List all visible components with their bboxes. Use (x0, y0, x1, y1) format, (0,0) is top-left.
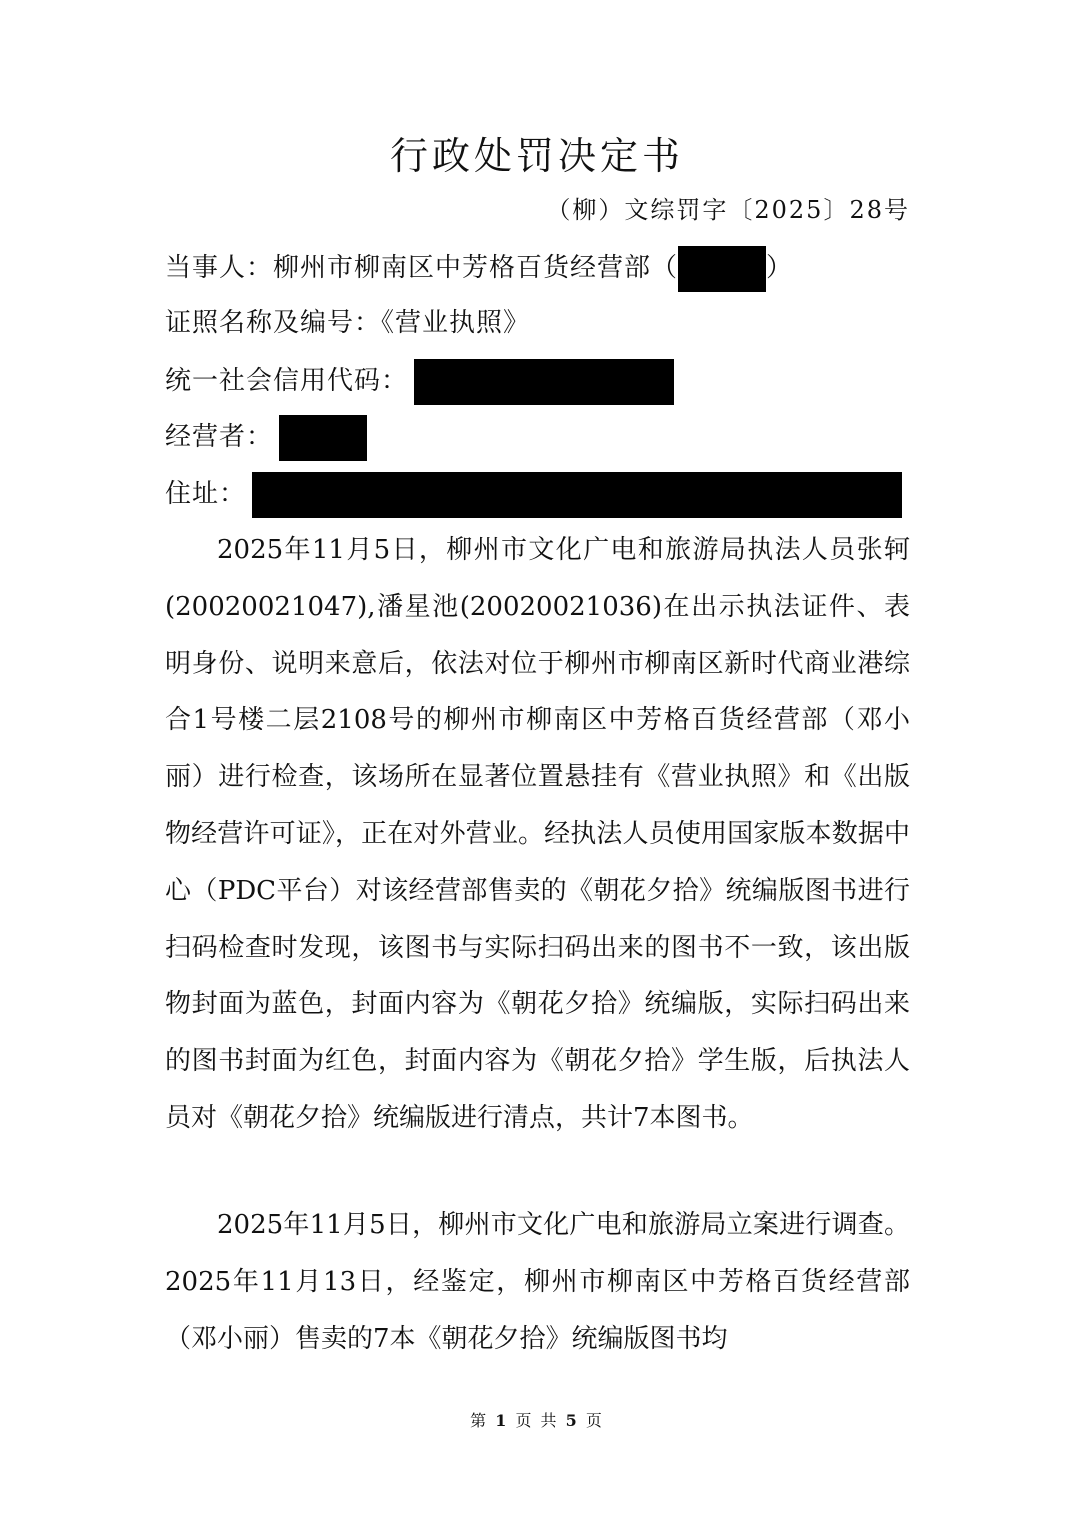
redaction-block (414, 359, 674, 405)
address-row (165, 472, 902, 518)
party-label: 当事人： (165, 253, 274, 283)
total-page-number: 5 (565, 1411, 579, 1430)
credit-code-label: 统一社会信用代码： (165, 366, 409, 396)
license-row (165, 303, 530, 343)
document-title: 行政处罚决定书 (389, 134, 684, 178)
operator-label: 经营者： (165, 422, 274, 452)
party-row (165, 246, 793, 292)
document-number: （柳）文综罚字〔2025〕28号 (546, 196, 910, 224)
operator-row (165, 415, 367, 461)
page-footer: 第 1 页 共 5 页 (470, 1411, 604, 1430)
credit-code-row (165, 359, 674, 405)
party-value: 柳州市柳南区中芳格百货经营部（ (273, 253, 679, 283)
redaction-block (279, 415, 367, 461)
body-paragraph: 2025年11月5日，柳州市文化广电和旅游局立案进行调查。2025年11月13日，经鉴定，柳州市柳南区中芳格百货经营部（邓小丽）售卖的7本《朝花夕拾》统编版图书均 (165, 1210, 910, 1354)
body-paragraph: 2025年11月5日，柳州市文化广电和旅游局执法人员张轲(20020021047),潘星池(20020021036)在出示执法证件、表明身份、说明来意后，依法对位于柳州市柳南区新时代商业港综合1号楼二层2108号的柳州市柳南区中芳格百货经营部（邓小丽）进行检查，该场所在显著位置悬挂有《营业执照》和《出版物经营许可证》，正在对外营业。经执法人员使用国家版本数据中心（PDC平台）对该经营部售卖的《朝花夕拾》统编版图书进行扫码检查时发现，该图书与实际扫码出来的图书不一致，该出版物封面为蓝色，封面内容为《朝花夕拾》统编版，实际扫码出来的图书封面为红色，封面内容为《朝花夕拾》学生版，后执法人员对《朝花夕拾》统编版进行清点，共计7本图书。 (165, 535, 910, 1133)
redaction-block (252, 472, 902, 518)
address-label: 住址： (165, 479, 247, 509)
license-value: 《营业执照》 (381, 308, 531, 338)
party-close: ） (766, 253, 794, 283)
license-label: 证照名称及编号： (165, 308, 382, 338)
redaction-block (678, 246, 766, 292)
current-page-number: 1 (495, 1411, 509, 1430)
